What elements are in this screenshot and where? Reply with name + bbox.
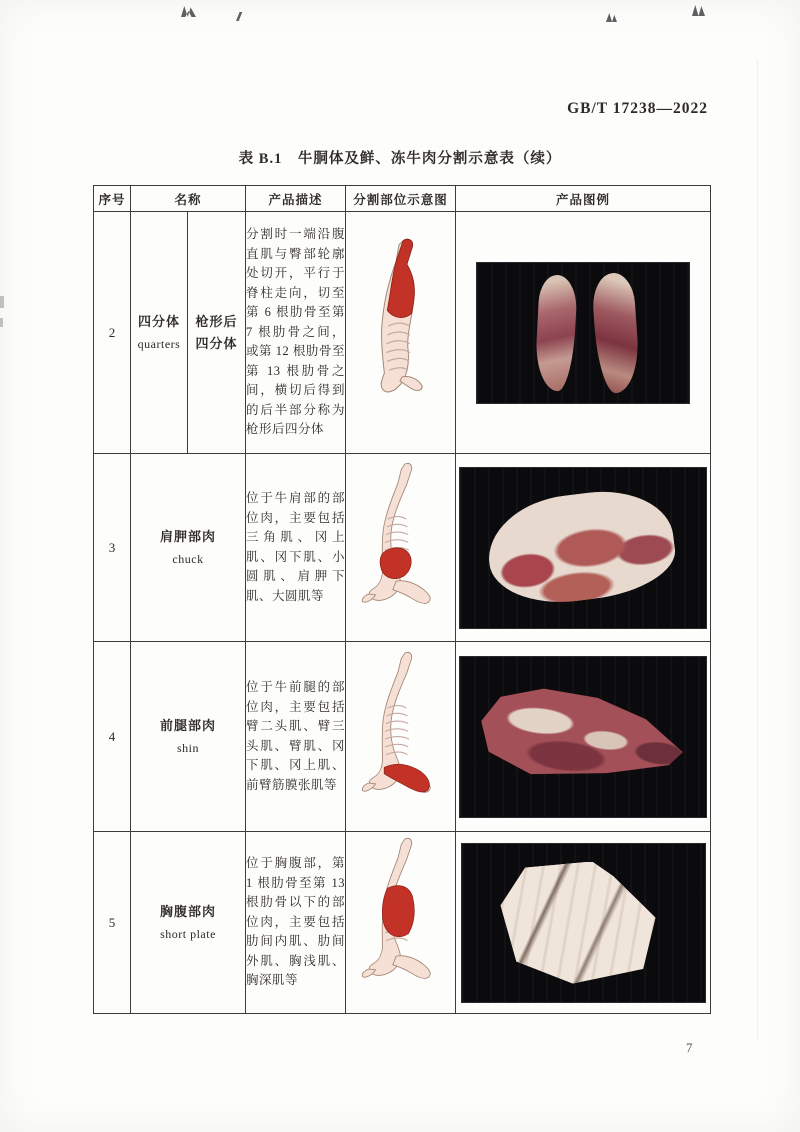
shin-photo-image [460,657,706,817]
scan-artifact [0,296,4,308]
cut-description-cell [246,212,346,454]
carcass-diagram-chuck-image [353,459,448,631]
chuck-photo-image [460,468,706,628]
cut-description-cell [246,642,346,832]
beef-cuts-table [93,185,711,1014]
table-row [94,454,711,642]
scan-artifact [236,12,245,21]
photo-cell [456,212,711,454]
meat-shape [482,483,680,611]
table-title: 表 B.1 牛胴体及鲜、冻牛肉分割示意表（续） [238,151,562,167]
cut-name-en: short plate [160,926,216,941]
page-number: 7 [686,1040,693,1055]
cut-name [131,454,246,642]
cut-name-cn: 肩胛部肉 [160,528,217,544]
table-row [94,642,711,832]
cut-subname [188,212,246,454]
cut-description: 分割时一端沿腹直肌与臀部轮廓处切开，平行于脊柱走向，切至第 6 根肋骨至第 7 根肋骨之间，或第 12 根肋骨至第 13 根肋骨之间，横切后得到的后半部分称为枪形后四分体 [246,227,346,437]
scan-artifact [757,60,758,1040]
row-number: 3 [94,454,131,642]
col-header-diagram: 分割部位示意图 [346,186,456,212]
photo-cell [456,454,711,642]
cut-name-en: chuck [172,551,204,566]
standard-number: GB/T 17238—2022 [567,100,708,117]
cut-description: 位于牛肩部的部位肉，主要包括三角肌、冈上肌、冈下肌、小圆肌、肩胛下肌、大圆肌等 [246,491,346,603]
hindquarter-diagram-image [347,232,455,428]
photo-cell [456,832,711,1014]
table-row [94,212,711,454]
cut-description-cell [246,832,346,1014]
cut-description: 位于胸腹部，第 1 根肋骨至第 13 根肋骨以下的部位肉，主要包括肋间内肌、肋间外肌、胸浅肌、胸深肌等 [246,856,346,988]
meat-shape [591,271,641,394]
col-header-photo: 产品图例 [456,186,711,212]
cut-name-en: quarters [137,336,181,351]
scan-artifact [0,318,3,327]
scan-artifact [606,13,617,22]
diagram-cell [346,454,456,642]
col-header-description: 产品描述 [246,186,346,212]
diagram-cell [346,212,456,454]
diagram-cell [346,832,456,1014]
col-header-name: 名称 [131,186,246,212]
meat-shape [534,274,578,392]
table-header-row [94,186,711,212]
col-header-no: 序号 [94,186,131,212]
photo-cell [456,642,711,832]
hindquarters-photo-image [477,263,689,403]
cut-name [131,642,246,832]
diagram-cell [346,642,456,832]
row-number: 2 [94,212,131,454]
row-number: 5 [94,832,131,1014]
cut-name-cn: 四分体 [137,313,180,329]
meat-shape [494,862,670,984]
cut-name-cn: 前腿部肉 [160,717,217,733]
cut-description-cell [246,454,346,642]
carcass-diagram-plate-image [353,834,448,1006]
meat-shape [472,680,690,791]
table-row [94,832,711,1014]
cut-name [131,212,188,454]
short-plate-photo-image [462,844,705,1002]
cut-description: 位于牛前腿的部位肉，主要包括臂二头肌、臂三头肌、臂肌、冈下肌、冈上肌、前臂筋膜张肌等 [246,680,346,792]
scan-artifact [181,6,196,17]
carcass-diagram-shin-image [353,648,448,820]
row-number: 4 [94,642,131,832]
cut-subname-text: 枪形后四分体 [195,313,238,351]
scan-artifact [692,5,705,16]
cut-name [131,832,246,1014]
cut-name-en: shin [177,740,200,755]
cut-name-cn: 胸腹部肉 [160,903,217,919]
